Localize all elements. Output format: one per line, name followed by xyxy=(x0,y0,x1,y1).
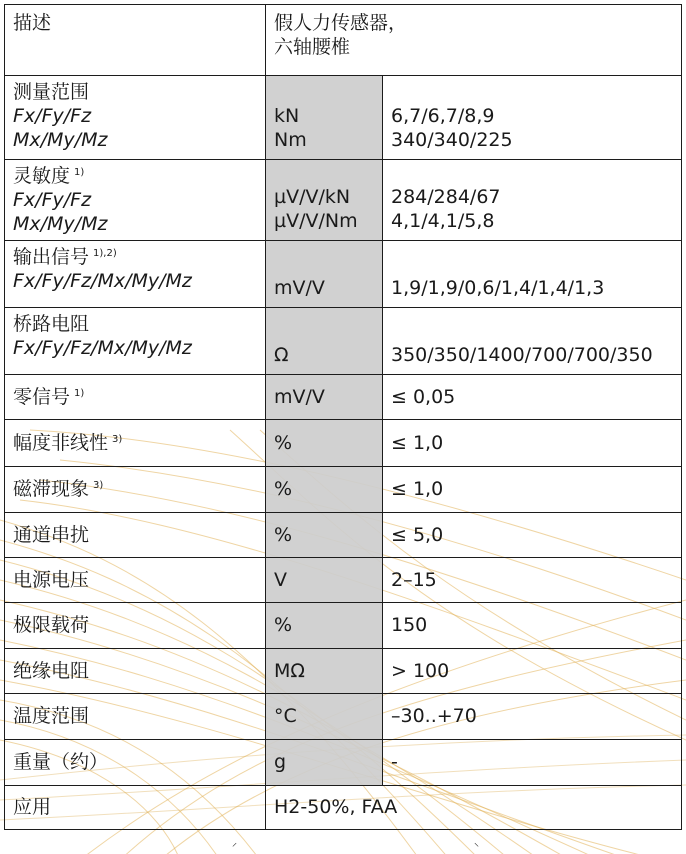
row-label xyxy=(5,160,266,241)
row-title: 温度范围 xyxy=(13,705,90,728)
value-cell: 150 xyxy=(383,602,682,648)
unit-forces: µV/V/kN xyxy=(274,186,351,209)
row-label xyxy=(5,557,266,602)
row-label xyxy=(5,420,266,466)
row-title: 磁滞现象 xyxy=(13,478,90,501)
row-label xyxy=(5,785,266,829)
row-title: 零信号 xyxy=(13,386,71,409)
unit-cell xyxy=(266,160,383,241)
unit-moments: Nm xyxy=(274,129,307,152)
row-subtitle-channels: Fx/Fy/Fz/Mx/My/Mz xyxy=(13,337,192,360)
value-cell: 2–15 xyxy=(383,557,682,602)
value-cell xyxy=(383,76,682,160)
table-row xyxy=(5,693,682,739)
row-title: 幅度非线性 xyxy=(13,431,109,454)
description-header-label: 描述 xyxy=(5,5,266,76)
unit-cell: % xyxy=(266,466,383,512)
unit-moments: µV/V/Nm xyxy=(274,210,358,233)
unit-forces: kN xyxy=(274,105,300,128)
table-row xyxy=(5,241,682,308)
table-row xyxy=(5,785,682,829)
table-row xyxy=(5,375,682,420)
table-row xyxy=(5,420,682,466)
unit-cell: % xyxy=(266,512,383,557)
row-title: 绝缘电阻 xyxy=(13,659,90,682)
value-moments: 4,1/4,1/5,8 xyxy=(391,210,495,233)
row-title: 通道串扰 xyxy=(13,523,90,546)
row-label xyxy=(5,308,266,375)
value-cell: 1,9/1,9/0,6/1,4/1,4/1,3 xyxy=(383,241,682,308)
row-label xyxy=(5,739,266,785)
row-title: 输出信号 xyxy=(13,246,90,269)
spec-table xyxy=(4,4,682,830)
unit-cell: % xyxy=(266,602,383,648)
unit-cell: mV/V xyxy=(266,241,383,308)
table-row xyxy=(5,648,682,693)
row-label xyxy=(5,648,266,693)
row-title: 桥路电阻 xyxy=(13,313,90,336)
value-moments: 340/340/225 xyxy=(391,129,513,152)
product-name xyxy=(266,5,682,76)
row-title: 重量（约） xyxy=(13,751,109,774)
value-cell: –30..+70 xyxy=(383,693,682,739)
page-footer-mark-right: ⸌ xyxy=(474,842,479,853)
row-subtitle-moments: Mx/My/Mz xyxy=(13,129,108,152)
row-label xyxy=(5,512,266,557)
footnote-ref: 1) xyxy=(74,388,85,400)
table-row xyxy=(5,160,682,241)
value-cell: ≤ 1,0 xyxy=(383,420,682,466)
row-title: 极限载荷 xyxy=(13,614,90,637)
table-row xyxy=(5,557,682,602)
product-name-line2: 六轴腰椎 xyxy=(274,36,351,58)
table-row xyxy=(5,76,682,160)
value-cell: ≤ 0,05 xyxy=(383,375,682,420)
unit-cell: % xyxy=(266,420,383,466)
value-cell: ≤ 5,0 xyxy=(383,512,682,557)
table-header-row xyxy=(5,5,682,76)
row-label xyxy=(5,241,266,308)
value-forces: 6,7/6,7/8,9 xyxy=(391,105,495,128)
row-label xyxy=(5,466,266,512)
row-label xyxy=(5,693,266,739)
table-row xyxy=(5,512,682,557)
value-cell xyxy=(383,160,682,241)
unit-cell: Ω xyxy=(266,308,383,375)
value-cell: 350/350/1400/700/700/350 xyxy=(383,308,682,375)
footnote-ref: 3) xyxy=(93,480,104,492)
unit-cell: mV/V xyxy=(266,375,383,420)
table-row xyxy=(5,739,682,785)
unit-cell: °C xyxy=(266,693,383,739)
row-subtitle-channels: Fx/Fy/Fz/Mx/My/Mz xyxy=(13,270,192,293)
footnote-ref: 1) xyxy=(74,167,85,179)
value-cell: > 100 xyxy=(383,648,682,693)
row-title: 测量范围 xyxy=(13,81,90,104)
footnote-ref: 3) xyxy=(112,433,123,445)
application-value: H2-50%, FAA xyxy=(266,785,682,829)
row-title: 灵敏度 xyxy=(13,165,71,188)
unit-cell: V xyxy=(266,557,383,602)
footnote-ref: 1),2) xyxy=(93,248,117,260)
table-row xyxy=(5,602,682,648)
row-subtitle-forces: Fx/Fy/Fz xyxy=(13,189,92,212)
page-footer-mark-left: ⸍ xyxy=(232,842,237,853)
unit-cell: MΩ xyxy=(266,648,383,693)
row-label xyxy=(5,76,266,160)
row-label xyxy=(5,602,266,648)
value-cell: ≤ 1,0 xyxy=(383,466,682,512)
row-title: 电源电压 xyxy=(13,568,90,591)
product-name-line1: 假人力传感器， xyxy=(274,12,408,34)
table-row xyxy=(5,466,682,512)
row-title: 应用 xyxy=(13,796,52,819)
unit-cell: g xyxy=(266,739,383,785)
unit-cell xyxy=(266,76,383,160)
value-cell: - xyxy=(383,739,682,785)
row-label xyxy=(5,375,266,420)
row-subtitle-moments: Mx/My/Mz xyxy=(13,213,108,236)
row-subtitle-forces: Fx/Fy/Fz xyxy=(13,105,92,128)
value-forces: 284/284/67 xyxy=(391,186,501,209)
table-row xyxy=(5,308,682,375)
